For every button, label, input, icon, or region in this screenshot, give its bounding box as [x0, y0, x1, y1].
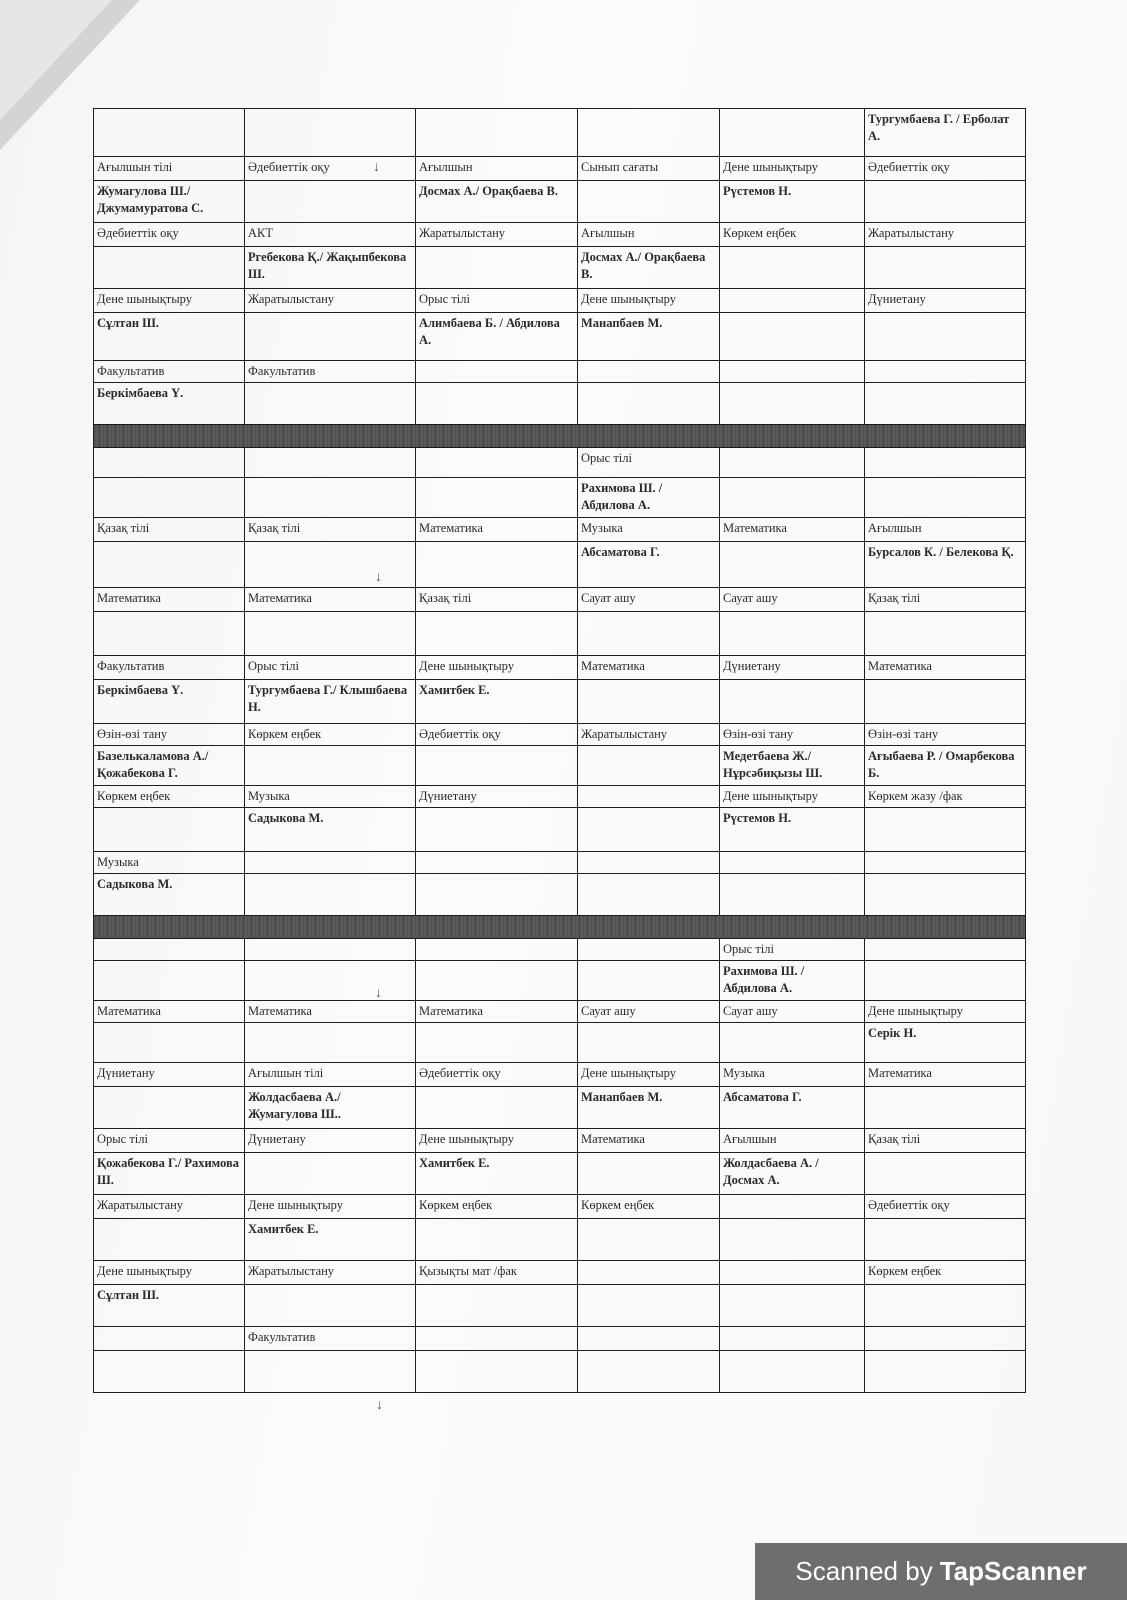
table-row [94, 588, 1026, 612]
subject-cell: Ағылшын [720, 1129, 865, 1153]
subject-cell: Дүниетану [720, 656, 865, 680]
subject-cell: Орыс тілі [720, 939, 865, 961]
subject-cell: Музыка [720, 1063, 865, 1087]
teacher-cell [245, 542, 416, 588]
teacher-cell [720, 1351, 865, 1393]
table-row [94, 1261, 1026, 1285]
subject-cell: Ағылшын тілі [94, 157, 245, 181]
teacher-cell: Сұлтан Ш. [94, 313, 245, 361]
teacher-cell [578, 1285, 720, 1327]
separator-band [94, 916, 1026, 939]
subject-cell [720, 361, 865, 383]
separator-row [94, 425, 1026, 448]
subject-cell: Дүниетану [416, 786, 578, 808]
subject-cell: Математика [578, 656, 720, 680]
teacher-cell [416, 247, 578, 289]
teacher-cell [416, 612, 578, 656]
table-row [94, 518, 1026, 542]
separator-row [94, 916, 1026, 939]
teacher-cell: Жолдасбаева А. / Досмах А. [720, 1153, 865, 1195]
table-row [94, 786, 1026, 808]
subject-cell: Дене шынықтыру [578, 1063, 720, 1087]
pen-mark: ↓ [375, 986, 382, 1001]
subject-cell: Көркем жазу /фак [865, 786, 1026, 808]
subject-cell: Орыс тілі [94, 1129, 245, 1153]
subject-cell: Көркем еңбек [865, 1261, 1026, 1285]
subject-cell: Дене шынықтыру [416, 1129, 578, 1153]
subject-cell [578, 852, 720, 874]
subject-cell: Сауат ашу [720, 1001, 865, 1023]
table-row [94, 223, 1026, 247]
table-row [94, 361, 1026, 383]
subject-cell: Қазақ тілі [865, 1129, 1026, 1153]
subject-cell: Әдебиеттік оқу [245, 157, 416, 181]
teacher-cell [720, 680, 865, 724]
subject-cell: Қызықты мат /фак [416, 1261, 578, 1285]
teacher-cell [865, 383, 1026, 425]
teacher-cell [94, 1087, 245, 1129]
subject-cell: Көркем еңбек [416, 1195, 578, 1219]
table-row [94, 1219, 1026, 1261]
teacher-cell [245, 1153, 416, 1195]
subject-cell [416, 361, 578, 383]
teacher-cell: Базелькаламова А./ Қожабекова Г. [94, 746, 245, 786]
teacher-cell [865, 874, 1026, 916]
separator-band [94, 425, 1026, 448]
table-row [94, 961, 1026, 1001]
teacher-cell [416, 1219, 578, 1261]
folded-corner-inner [0, 0, 112, 120]
teacher-cell [416, 1087, 578, 1129]
teacher-cell [245, 1351, 416, 1393]
teacher-cell: Рахимова Ш. / Абдилова А. [578, 478, 720, 518]
teacher-cell: Ргебекова Қ./ Жақыпбекова Ш. [245, 247, 416, 289]
subject-cell: Факультатив [94, 656, 245, 680]
subject-cell [578, 939, 720, 961]
teacher-cell [416, 874, 578, 916]
teacher-cell [245, 478, 416, 518]
subject-cell: Қазақ тілі [94, 518, 245, 542]
subject-cell: Көркем еңбек [245, 724, 416, 746]
subject-cell: Дүниетану [94, 1063, 245, 1087]
teacher-cell [578, 874, 720, 916]
teacher-cell [245, 1285, 416, 1327]
table-row [94, 746, 1026, 786]
teacher-cell: Қожабекова Г./ Рахимова Ш. [94, 1153, 245, 1195]
teacher-cell [578, 1023, 720, 1063]
teacher-cell [578, 1153, 720, 1195]
teacher-cell [245, 746, 416, 786]
teacher-cell [416, 109, 578, 157]
subject-cell [416, 448, 578, 478]
teacher-cell: Беркімбаева Ү. [94, 383, 245, 425]
teacher-cell [865, 680, 1026, 724]
subject-cell: Жаратылыстану [245, 289, 416, 313]
subject-cell: Дене шынықтыру [578, 289, 720, 313]
table-row [94, 1063, 1026, 1087]
table-row [94, 1023, 1026, 1063]
teacher-cell [578, 746, 720, 786]
teacher-cell [720, 612, 865, 656]
table-row [94, 1327, 1026, 1351]
table-row [94, 313, 1026, 361]
teacher-cell: Алимбаева Б. / Абдилова А. [416, 313, 578, 361]
subject-cell: Факультатив [245, 1327, 416, 1351]
subject-cell: Сауат ашу [720, 588, 865, 612]
subject-cell: Жаратылыстану [94, 1195, 245, 1219]
subject-cell: Әдебиеттік оқу [865, 1195, 1026, 1219]
subject-cell: Математика [245, 588, 416, 612]
subject-cell [578, 361, 720, 383]
subject-cell: Әдебиеттік оқу [416, 724, 578, 746]
teacher-cell [578, 808, 720, 852]
table-row [94, 1087, 1026, 1129]
subject-cell: Дене шынықтыру [94, 1261, 245, 1285]
subject-cell [720, 852, 865, 874]
teacher-cell [245, 313, 416, 361]
table-row [94, 656, 1026, 680]
subject-cell [720, 289, 865, 313]
subject-cell: Өзін-өзі тану [720, 724, 865, 746]
subject-cell: Әдебиеттік оқу [865, 157, 1026, 181]
subject-cell: Сауат ашу [578, 1001, 720, 1023]
watermark-brand: TapScanner [939, 1556, 1087, 1586]
teacher-cell [94, 478, 245, 518]
table-row [94, 1285, 1026, 1327]
subject-cell: Музыка [94, 852, 245, 874]
teacher-cell [720, 313, 865, 361]
teacher-cell [865, 808, 1026, 852]
teacher-cell [94, 542, 245, 588]
subject-cell: Дене шынықтыру [416, 656, 578, 680]
table-row [94, 1001, 1026, 1023]
subject-cell [245, 852, 416, 874]
subject-cell: Математика [416, 518, 578, 542]
teacher-cell [865, 247, 1026, 289]
teacher-cell [94, 247, 245, 289]
teacher-cell: Манапбаев М. [578, 1087, 720, 1129]
teacher-cell [865, 612, 1026, 656]
subject-cell: Жаратылыстану [416, 223, 578, 247]
table-row [94, 852, 1026, 874]
subject-cell: Математика [245, 1001, 416, 1023]
subject-cell: Орыс тілі [416, 289, 578, 313]
teacher-cell: Серік Н. [865, 1023, 1026, 1063]
teacher-cell [578, 383, 720, 425]
subject-cell [865, 448, 1026, 478]
subject-cell [578, 1327, 720, 1351]
subject-cell [578, 1261, 720, 1285]
subject-cell: Өзін-өзі тану [865, 724, 1026, 746]
subject-cell: Дене шынықтыру [94, 289, 245, 313]
table-row [94, 808, 1026, 852]
teacher-cell: Жолдасбаева А./ Жумагулова Ш.. [245, 1087, 416, 1129]
teacher-cell [578, 1351, 720, 1393]
teacher-cell [94, 1351, 245, 1393]
teacher-cell: Медетбаева Ж./ Нұрсәбиқызы Ш. [720, 746, 865, 786]
teacher-cell [416, 746, 578, 786]
teacher-cell [720, 874, 865, 916]
teacher-cell [865, 1285, 1026, 1327]
teacher-cell [94, 808, 245, 852]
subject-cell: Математика [865, 1063, 1026, 1087]
teacher-cell [94, 1219, 245, 1261]
subject-cell [720, 448, 865, 478]
teacher-cell [416, 478, 578, 518]
pen-mark: ↓ [376, 1398, 383, 1413]
subject-cell: Әдебиеттік оқу [94, 223, 245, 247]
table-row [94, 448, 1026, 478]
teacher-cell [865, 478, 1026, 518]
subject-cell [416, 939, 578, 961]
teacher-cell [578, 612, 720, 656]
teacher-cell [720, 1023, 865, 1063]
teacher-cell: Хамитбек Е. [416, 680, 578, 724]
subject-cell: Ағылшын [865, 518, 1026, 542]
table-row [94, 478, 1026, 518]
subject-cell: Дене шынықтыру [245, 1195, 416, 1219]
subject-cell: Өзін-өзі тану [94, 724, 245, 746]
teacher-cell [865, 313, 1026, 361]
teacher-cell [416, 961, 578, 1001]
teacher-cell [94, 109, 245, 157]
subject-cell: Математика [416, 1001, 578, 1023]
pen-mark: ↓ [373, 160, 380, 175]
teacher-cell [720, 542, 865, 588]
teacher-cell [416, 808, 578, 852]
subject-cell: Жаратылыстану [245, 1261, 416, 1285]
table-row [94, 1129, 1026, 1153]
subject-cell: Қазақ тілі [416, 588, 578, 612]
teacher-cell [416, 1023, 578, 1063]
teacher-cell: Рүстемов Н. [720, 181, 865, 223]
teacher-cell: Абсаматова Г. [720, 1087, 865, 1129]
teacher-cell [94, 961, 245, 1001]
subject-cell [245, 448, 416, 478]
subject-cell: Орыс тілі [578, 448, 720, 478]
table-row [94, 1351, 1026, 1393]
subject-cell: Сауат ашу [578, 588, 720, 612]
subject-cell: Дене шынықтыру [720, 786, 865, 808]
teacher-cell [578, 680, 720, 724]
teacher-cell: Абсаматова Г. [578, 542, 720, 588]
subject-cell [720, 1327, 865, 1351]
teacher-cell [245, 383, 416, 425]
teacher-cell: Рахимова Ш. / Абдилова А. [720, 961, 865, 1001]
subject-cell: Дүниетану [865, 289, 1026, 313]
subject-cell: Факультатив [245, 361, 416, 383]
table-row [94, 109, 1026, 157]
subject-cell: Дене шынықтыру [865, 1001, 1026, 1023]
teacher-cell: Досмах А./ Орақбаева В. [416, 181, 578, 223]
teacher-cell: Досмах А./ Орақбаева В. [578, 247, 720, 289]
teacher-cell [865, 181, 1026, 223]
table-row [94, 874, 1026, 916]
subject-cell: Сынып сағаты [578, 157, 720, 181]
teacher-cell [94, 612, 245, 656]
teacher-cell [416, 383, 578, 425]
subject-cell: Көркем еңбек [720, 223, 865, 247]
subject-cell: Математика [865, 656, 1026, 680]
pen-mark: ↓ [375, 570, 382, 585]
subject-cell [865, 852, 1026, 874]
subject-cell: АКТ [245, 223, 416, 247]
teacher-cell [720, 478, 865, 518]
teacher-cell [578, 181, 720, 223]
teacher-cell [245, 109, 416, 157]
teacher-cell: Сұлтан Ш. [94, 1285, 245, 1327]
subject-cell: Қазақ тілі [245, 518, 416, 542]
teacher-cell [416, 542, 578, 588]
scanner-watermark [755, 1543, 1127, 1600]
subject-cell [720, 1261, 865, 1285]
table-row [94, 612, 1026, 656]
subject-cell: Математика [578, 1129, 720, 1153]
subject-cell: Математика [720, 518, 865, 542]
table-row [94, 1153, 1026, 1195]
subject-cell [865, 361, 1026, 383]
teacher-cell [94, 1023, 245, 1063]
teacher-cell [578, 961, 720, 1001]
table-row [94, 939, 1026, 961]
teacher-cell: Хамитбек Е. [245, 1219, 416, 1261]
subject-cell [94, 1327, 245, 1351]
teacher-cell: Ағыбаева Р. / Омарбекова Б. [865, 746, 1026, 786]
subject-cell [865, 1327, 1026, 1351]
subject-cell [245, 939, 416, 961]
teacher-cell [720, 1219, 865, 1261]
teacher-cell: Тургумбаева Г. / Ерболат А. [865, 109, 1026, 157]
subject-cell: Қазақ тілі [865, 588, 1026, 612]
subject-cell [865, 939, 1026, 961]
subject-cell: Орыс тілі [245, 656, 416, 680]
subject-cell: Ағылшын [578, 223, 720, 247]
teacher-cell [416, 1285, 578, 1327]
subject-cell: Математика [94, 588, 245, 612]
teacher-cell: Беркімбаева Ү. [94, 680, 245, 724]
teacher-cell: Садыкова М. [245, 808, 416, 852]
teacher-cell [245, 961, 416, 1001]
subject-cell [94, 448, 245, 478]
teacher-cell [720, 1285, 865, 1327]
teacher-cell [245, 181, 416, 223]
schedule-table [93, 108, 1026, 1393]
table-row [94, 157, 1026, 181]
subject-cell: Математика [94, 1001, 245, 1023]
table-row [94, 1195, 1026, 1219]
table-row [94, 542, 1026, 588]
subject-cell: Көркем еңбек [94, 786, 245, 808]
teacher-cell [416, 1351, 578, 1393]
teacher-cell [865, 1087, 1026, 1129]
teacher-cell [245, 874, 416, 916]
subject-cell: Музыка [245, 786, 416, 808]
subject-cell: Дене шынықтыру [720, 157, 865, 181]
teacher-cell [865, 961, 1026, 1001]
subject-cell: Әдебиеттік оқу [416, 1063, 578, 1087]
teacher-cell: Садыкова М. [94, 874, 245, 916]
table-row [94, 680, 1026, 724]
subject-cell: Жаратылыстану [578, 724, 720, 746]
teacher-cell [245, 1023, 416, 1063]
subject-cell: Факультатив [94, 361, 245, 383]
subject-cell: Көркем еңбек [578, 1195, 720, 1219]
table-row [94, 181, 1026, 223]
teacher-cell [578, 109, 720, 157]
subject-cell [416, 1327, 578, 1351]
subject-cell: Дүниетану [245, 1129, 416, 1153]
teacher-cell: Тургумбаева Г./ Клышбаева Н. [245, 680, 416, 724]
subject-cell [416, 852, 578, 874]
teacher-cell [865, 1351, 1026, 1393]
subject-cell [578, 786, 720, 808]
table-row [94, 247, 1026, 289]
teacher-cell: Рүстемов Н. [720, 808, 865, 852]
subject-cell: Ағылшын тілі [245, 1063, 416, 1087]
subject-cell [94, 939, 245, 961]
watermark-prefix: Scanned by [795, 1556, 933, 1586]
teacher-cell: Бурсалов К. / Белекова Қ. [865, 542, 1026, 588]
table-row [94, 289, 1026, 313]
table-row [94, 724, 1026, 746]
teacher-cell [720, 109, 865, 157]
subject-cell: Ағылшын [416, 157, 578, 181]
teacher-cell [865, 1153, 1026, 1195]
table-row [94, 383, 1026, 425]
teacher-cell: Манапбаев М. [578, 313, 720, 361]
teacher-cell [720, 383, 865, 425]
subject-cell [720, 1195, 865, 1219]
subject-cell: Музыка [578, 518, 720, 542]
teacher-cell [720, 247, 865, 289]
teacher-cell: Жумагулова Ш./ Джумамуратова С. [94, 181, 245, 223]
teacher-cell [245, 612, 416, 656]
teacher-cell: Хамитбек Е. [416, 1153, 578, 1195]
teacher-cell [578, 1219, 720, 1261]
teacher-cell [865, 1219, 1026, 1261]
subject-cell: Жаратылыстану [865, 223, 1026, 247]
